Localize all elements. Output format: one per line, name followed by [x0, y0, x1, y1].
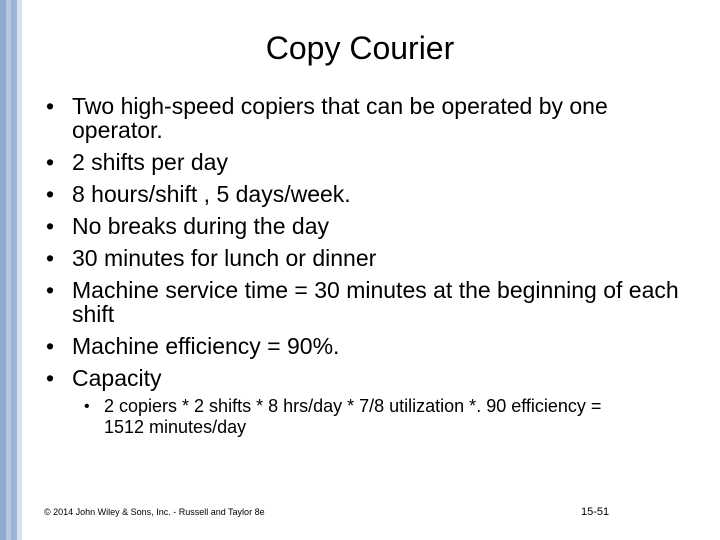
sub-bullet-list	[84, 396, 644, 438]
bullet-item: • Machine service time = 30 minutes at the beginning of each shift	[46, 278, 686, 326]
bullet-item: • No breaks during the day	[46, 214, 686, 238]
bullet-item: • 2 shifts per day	[46, 150, 686, 174]
bullet-item: • Machine efficiency = 90%.	[46, 334, 686, 358]
bullet-item: • Capacity	[46, 366, 686, 390]
slide-title: Copy Courier	[265, 30, 455, 66]
copyright-footer: © 2014 John Wiley & Sons, Inc. - Russell and Taylor 8e	[44, 507, 265, 517]
decorative-side-bar	[0, 0, 22, 540]
bullet-item: • 30 minutes for lunch or dinner	[46, 246, 686, 270]
side-bar-stripe	[17, 0, 22, 540]
sub-bullet-item: • 2 copiers * 2 shifts * 8 hrs/day * 7/8 utilization *. 90 efficiency = 1512 minutes/day	[84, 396, 644, 438]
page-number: 15-51	[581, 506, 610, 518]
bullet-list	[46, 94, 686, 398]
bullet-item: • 8 hours/shift , 5 days/week.	[46, 182, 686, 206]
bullet-item: • Two high-speed copiers that can be operated by one operator.	[46, 94, 686, 142]
